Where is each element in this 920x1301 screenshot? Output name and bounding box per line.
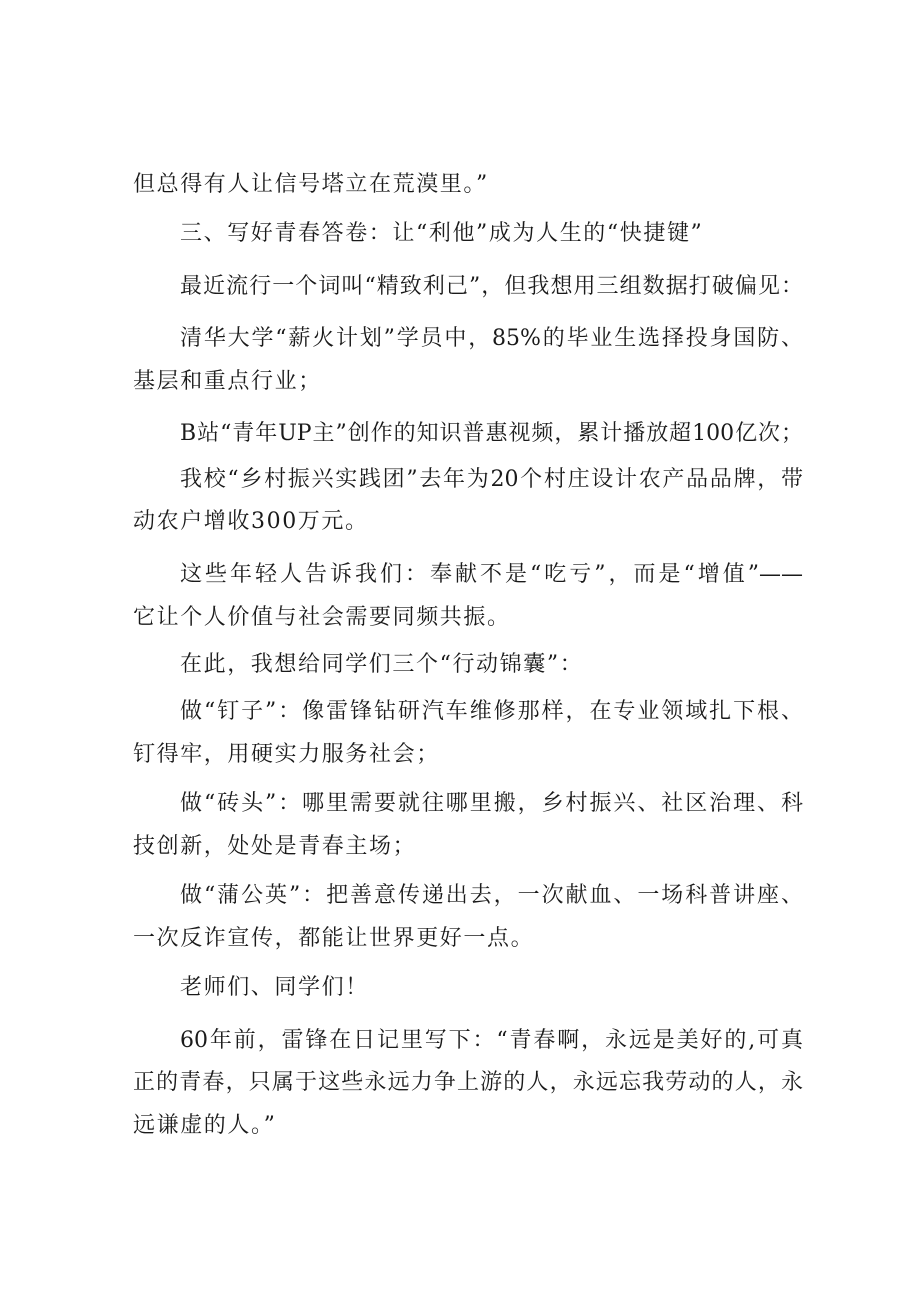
paragraph-line: 一次反诈宣传，都能让世界更好一点。 [133,926,535,951]
paragraph-line: 正的青春，只属于这些永远力争上游的人，永远忘我劳动的人，永 [133,1070,803,1095]
paragraph-line: 钉得牢，用硬实力服务社会； [133,742,440,767]
paragraph-line: 它让个人价值与社会需要同频共振。 [133,605,511,630]
paragraph-line: 清华大学“薪火计划”学员中，85%的毕业生选择投身国防、 [180,326,803,351]
paragraph-line: 最近流行一个词叫“精致利己”，但我想用三组数据打破偏见： [180,274,803,299]
paragraph-line: 60年前，雷锋在日记里写下：“青春啊，永远是美好的,可真 [180,1028,803,1053]
section-heading: 三、写好青春答卷：让“利他”成为人生的“快捷键” [180,221,704,246]
paragraph-line: 我校“乡村振兴实践团”去年为20个村庄设计农产品品牌，带 [180,467,803,492]
paragraph-line: 这些年轻人告诉我们：奉献不是“吃亏”，而是“增值”—— [180,562,803,587]
paragraph-line: 技创新，处处是青春主场； [133,834,417,859]
paragraph-line: 在此，我想给同学们三个“行动锦囊”： [180,652,584,677]
paragraph-line: 做“钉子”：像雷锋钻研汽车维修那样，在专业领域扎下根、 [180,699,803,724]
paragraph-line: 动农户增收300万元。 [133,509,369,534]
paragraph-line: 远谦虚的人。” [133,1113,277,1138]
paragraph-line: 老师们、同学们！ [180,975,369,1000]
paragraph-line: 基层和重点行业； [133,369,322,394]
paragraph-line: B站“青年UP主”创作的知识普惠视频，累计播放超100亿次； [180,421,803,446]
paragraph-line: 但总得有人让信号塔立在荒漠里。” [133,172,489,197]
paragraph-line: 做“蒲公英”：把善意传递出去，一次献血、一场科普讲座、 [180,883,803,908]
paragraph-line: 做“砖头”：哪里需要就往哪里搬，乡村振兴、社区治理、科 [180,791,803,816]
